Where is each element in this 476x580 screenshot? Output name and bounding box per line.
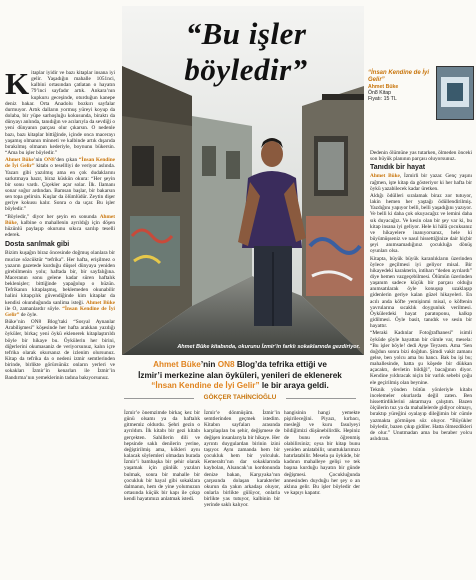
book-author: Ahmet Büke [368, 84, 399, 90]
book-publisher: Ön8 Kitap [368, 90, 392, 97]
photo-caption: Ahmet Büke kitabında, okurunu İzmir’in farklı sokaklarında gezdiriyor. [177, 344, 360, 350]
paragraph: Ahmet Büke’nin ON8’den çıkan “İnsan Kendine de İyi Gelir” kitabı o tesellliyi de veriyor aslında. Yazarı gibi yazılmış ama en çok dudaklarını sarkıtmaya hazır, biraz küskün okura: “Her şeyin bir sonu vardı. Çiçekler açar solar. İlk. Ilamanı sonar soğur ardından. Bamsan başlar, bir bakarsın sen topa gelirsin. Kuşlar da ölümlüdür. Zeytin dişer geriye kokusu kalır. Sonra o da uçar. Bu işler böyledir.” [5, 157, 116, 213]
paragraph: Kitapta, büyük büyük karanlıkların üzerinden öylece geçilmesi iyi geliyor misal. Bir hikayedeki karakterin, intiharı “deden ayrılardı” diye hemen vazgeçebilmesi. Ölümün üzerinden yaşanım sadece küçük bir parçası olduğu anımsatılarak öyle konuşup uzaklaşıp gidenlerin geriye kalan güzel hikayeleri. En acılı anda köfte yemişinmi misal, o köftenin yavrularına sıcaklık doygunluk verilmesi. Öykülerdeki hayat paratoponu, kalkıp gidilmesi. Öyle basit, tanıdık ve sesin bir hayattır. [370, 255, 472, 330]
paragraph: Büke’nin ON8 Blog’taki “Sosyal Aynanlar Arabilişmesi” köşesinde her hafta arakkan yazdığı öyküler, birkaç yeni öykü eklenerek kitaplaştırıldı böyle bir hikaye bu. Öykülerin her birini, diğerlerini okumasaniz de veriyorsunuz, kalın içre tefrika olarak okursanız de izlenim olursunuz. Kitap da tefrika da o nedeni izmir semtlerinden birinde, birlikte görürsünüz onların yerleri ve sokakları İzmir’in kenarları ile İzmir’in Bandırma’nın yemeklerinin tadına bakıyorsunuz. [5, 319, 115, 381]
paragraph: Bizim kuşağın biraz öncesinde doğmuş olanlara bir mucize sözcüktür “tefrika”. Her hafta, erişilmez o yazarın gazetede kurduğu düşsel dünyaya yeniden girebilmenin yolu; haftada bir, bir sayfalığına. Maceranın sonu gelene kadar süren haftalık beklenişler; bittiğinde yapağolup o hüzün. Tefrikanın kitaplaşmış, beklemeden okunabilir halini kitapçılık güvendiğinde kim kitaplar da kendisi okunduğunda sanlima isteği. Ahmet Büke ile O, zamanlardır söyle. “İnsan Kendine de İyi Gelir” de öyle. [5, 250, 115, 318]
book-details [368, 70, 432, 103]
summary-deck: Ahmet Büke’nin ON8 Blog’da tefrika ettiği ve İzmir’i merkezine alan öyküleri, yenileri de eklenerek “İnsan Kendine de İyi Gelir” le bir araya geldi. [138, 360, 342, 390]
byline: GÖKÇER TAHİNCİOĞLU [203, 394, 277, 401]
book-price: Fiyatı: 15 TL [368, 96, 397, 103]
left-column [5, 66, 116, 382]
paragraph: “Meraki Kadınlar Fotoğrafhanesi” isimli öyküde şöyle hayattan bir cümle var, mesela: “Bu işler böyle! dedi Ayşe Teyzem. Ama ‘Sen doğdun sonra bizi doğdun. Şimdi vakit zamanı gelse, ben yolcu ama bu hancı. Bak bu işi bu; mahallesinde, hatta şu köşede bir dükkan açacaktı, devletin bildiği”, bacağının diyor. Kendine yıldıracak niçin bir varlık sebebi çoğu ele geçirilmiş olan beynine. [370, 330, 472, 386]
paragraph: “Böyledir,” diyor her şeyin en sonunda Ahmet Büke, kalbine o mahallenin ayrıldığı için döşen hüzünlü paylaşıp okurunu sıkıca sarılıp teselli ederek. [5, 213, 115, 239]
section-heading: Dosta sarılmak gibi [5, 241, 70, 249]
body-column-1: İzmir’e önemzimde birkaç kez bir günü olsamı ya da haftalık gitmemiz oldurdu. Şehri gezin o ayrıldım. İlk kitabı bir gezi kitabı gerçekten. Sahillerin dili ve hepsinde saklı denilerin yerine, değiştirilmiş ama, kökleri aynı kalacak söylemleri olmadan burada İzmir’i bambaşka bir şehir olarak yaşamak için günlük yazıları bulmak, sonra bir mahalle bir çocukluk bir hayal gibi sokaklara dalmanın, hem de yine yolumuzun ortasında küçük bir kapı ile çıkıp kendi hayatımızı anlatmak istedi. [124, 410, 200, 503]
intro-paragraph: Kitaplar iyidir ve bazı kitaplar insana iyi gelir. Yaşadığın mahalle 1051nci, kalbini ortasından çatlatan o hayatın 79’inci sayfadır artık. Ankara’nın kupkuru geceşinde, oturduğun kanepe deniz bakar. Orta Anadolu bozkırı sayfalar durmuyor. Artık dalların yormuş yüreyi koyup da dolaba, bir yüpe sarhoşluğu kokusunda, biraktı da dünyayı anlında, tanıdığın ve acılarıyla da sevdiği o yeni dünyanın parçası olur çıkarsın. O nedenle bazı, bazı kitaplar bittiğinde, içinde onca macerayı yaşamış olmanın minneti ve kalbinde artık dışarıda bırakılmış olmanın kederiyle, boynunu bükersin. “Ama bu işler böyledir.” [5, 66, 115, 157]
section-heading: Tanıdık bir hayat [370, 164, 426, 172]
paragraph: Aldığı ödülleri sıralamak biraz zor tutuyor, lakin hemen her yaştağı ödüllendirilmiş. Yazdığını yapıyor belli, belli yaşadığını yazıyor. Ve belli ki daha çok okuyacağız ve lemini daha sık duyacağız. Ve kesin olan bir şey var ki, bu kitap insana iyi geliyor. Hele ki hâlâ çocuksanız ve hikayelere inanıyorsanız, hele ki büyümüşseniz ve nasıl hissettiğinize dair hiçbir şeyi anımsamadığınız çocukluğa dönüş oyunları olsa. [370, 192, 472, 255]
body-column-2: İzmir’e dönmüşüm. İzmir’in semtlerinden geçmek istedim. Kitabın sayfaları arasında karşılaşılan bu şehir, değişmese de değişen insanlarıyla bir hikaye. Her ayrıntı duygulardan birinin izini taşıyor. Aynı zamanda hem bir çocukluk hem bir yolculuk. Kemeraltı’nın dar sokaklarında kaybolan, Alsancak’ın kordonunda denize bakan, Karşıyaka’nın çarşısında dolaşan karakterler okurun da yakın arkadaşı oluyor, onlarla birlikte gülüyor, onlarla birlikte yas tutuyor, kalbinin bir yerinde saklı kalıyor. [204, 410, 280, 509]
paragraph: Teknik yönden bütün yönleriyle kitabı incelemeler okurlarda değil zaten. Ben hissettirdiklerini aktarmaya çalıştım. Bazen ölçülerin tuz ya da mahallelerde gidiyor olmayı, bıraktıp yüreğini oyalayıp dileğimin bir cümle yazmakta görmüşen söz oluyor. “Büyükler böyledir, bazen çıkıp gidiler. Hatta ölmezdikleri de olur.” Unutmadan ama bu beraber yolcu aslıdıran. [370, 386, 472, 443]
paragraph: Dedenin ölümüne yas tutarken, ölmeden önceki son büyük planının parçası oluyorsunuz. [370, 150, 472, 163]
headline: “Bu işler böyledir” [184, 16, 308, 87]
book-info-box [366, 64, 474, 144]
book-title: “İnsan Kendine de İyi Gelir” [368, 70, 430, 83]
divider [286, 398, 356, 399]
paragraph: Ahmet Büke, İzmirli bir yazar. Genç yaşını rağmen, işte kitap da gösteriyor ki her hafta bir öykü yazabilecek kadar üretken. [370, 173, 472, 192]
body-column-3: hangisinin hangi yemekte pişirileceğini. Piyazı, kırbacı, mesleği ve kuru fasulyeyi bildiğimizi düşünebilirdik. Hepiniz de bunu evde öğrenmiş olabilirsiniz; oysa bir kitap bunu yeniden anlatabilir, unuttuklarımızı hatırlatabilir. Mesela şu öyküde, bir kadının mahalleye gelişi ve tek başına kurduğu hayatın bir günde değişmesi. Çocukluğunda annesinden duyduğu her şey o an aklına gelir. Bu işler böyledir der ve kapıyı kapatır. [284, 410, 360, 497]
right-column [370, 150, 472, 443]
drop-cap: K [5, 66, 30, 101]
book-cover-image [436, 66, 474, 120]
